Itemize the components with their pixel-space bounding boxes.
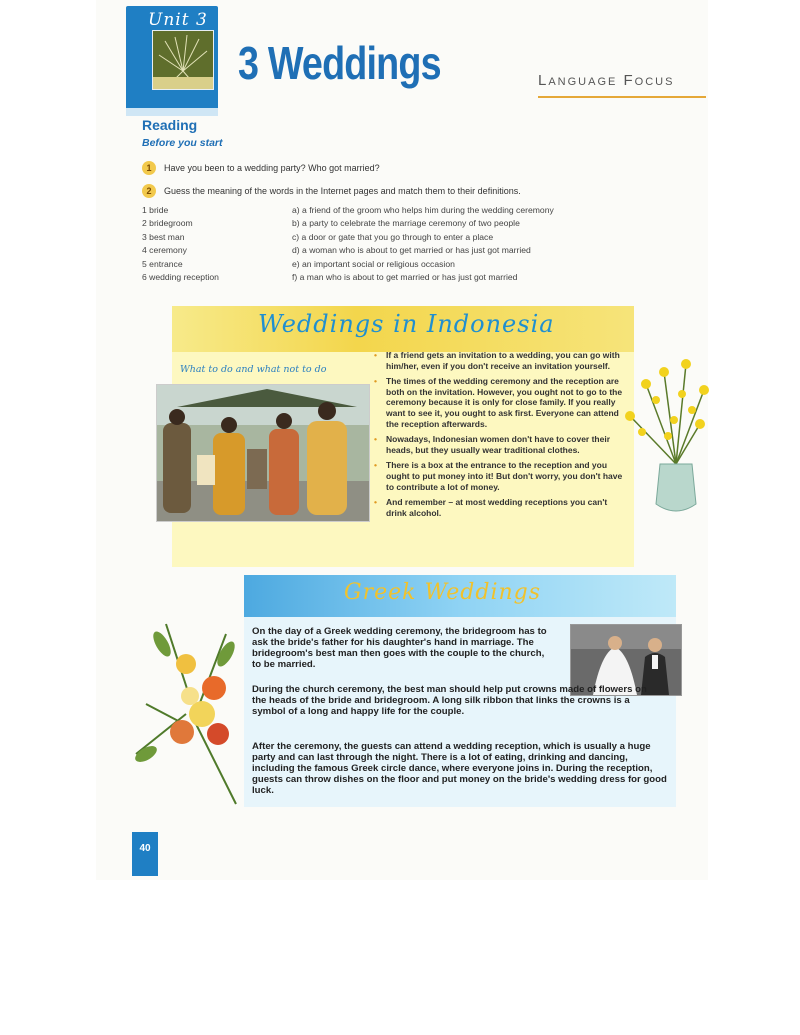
match-definition: d) a woman who is about to get married or has just got married [292,245,531,256]
match-word: 4 ceremony [142,245,187,256]
question-number-badge: 2 [142,184,156,198]
question-number-badge: 1 [142,161,156,175]
match-definition: c) a door or gate that you go through to enter a place [292,231,494,242]
page-number: 40 [132,832,158,876]
bouquet-image [126,604,250,808]
match-word: 6 wedding reception [142,272,219,283]
match-words-list [142,204,219,284]
greek-paragraph: After the ceremony, the guests can attend a wedding reception, which is usually a huge party and can last through the night. There is a lot of eating, drinking and dancing, including the famous Greek circle dance, where everyone joins in. During the reception, guests can throw dishes on the floor and put money on the bride's wedding dress for good luck. [252,741,667,796]
reading-heading: Reading [142,117,198,133]
page-title: 3 Weddings [238,37,441,89]
match-definition: a) a friend of the groom who helps him during the wedding ceremony [292,205,554,215]
list-item: • There is a box at the entrance to the reception and you ought to put money into it! But don't worry, you don't have to contribute a lot of money. [374,460,628,492]
match-word: 1 bride [142,205,169,215]
before-you-start-heading: Before you start [142,137,223,149]
match-definitions-list [292,204,554,284]
indonesia-subtitle: What to do and what not to do [180,364,327,375]
list-item: • Nowadays, Indonesian women don't have to cover their heads, but they usually wear traditional clothes. [374,434,628,455]
indonesia-title: Weddings in Indonesia [258,310,555,338]
unit-photo [152,30,214,90]
flower-vase-image [616,354,710,518]
greek-paragraph: During the church ceremony, the best man should help put crowns made of flowers on the heads of the bride and bridegroom. A long silk ribbon that links the crowns is a symbol of a long and happy life for the couple. [252,684,647,717]
section-label: Language Focus [538,72,675,89]
greek-title: Greek Weddings [344,580,542,605]
match-definition: b) a party to celebrate the marriage ceremony of two people [292,218,520,229]
section-divider [538,96,706,98]
question-text: Guess the meaning of the words in the Internet pages and match them to their definitions. [164,186,521,196]
match-word: 5 entrance [142,258,183,269]
indonesia-photo [156,384,370,522]
unit-label: Unit 3 [148,10,208,30]
match-word: 2 bridegroom [142,218,193,229]
match-definition: f) a man who is about to get married or has just got married [292,272,518,283]
list-item: • And remember – at most wedding receptions you can't drink alcohol. [374,497,628,518]
indonesia-bullet-list [374,350,628,523]
question-text: Have you been to a wedding party? Who got married? [164,163,380,173]
list-item: • If a friend gets an invitation to a wedding, you can go with him/her, even if you don't receive an invitation yourself. [374,350,628,371]
greek-paragraph: On the day of a Greek wedding ceremony, the bridegroom has to ask the bride's father for his daughter's hand in marriage. The bridegroom's best man then goes with the couple to the church, to be married. [252,626,547,670]
match-definition: e) an important social or religious occasion [292,258,455,269]
match-word: 3 best man [142,231,185,242]
list-item: • The times of the wedding ceremony and the reception are both on the invitation. However, you ought not to go to the ceremony because it is only for close family. If you really want to see it, you ought to ask first. Everyone can attend the reception afterwards. [374,376,628,429]
